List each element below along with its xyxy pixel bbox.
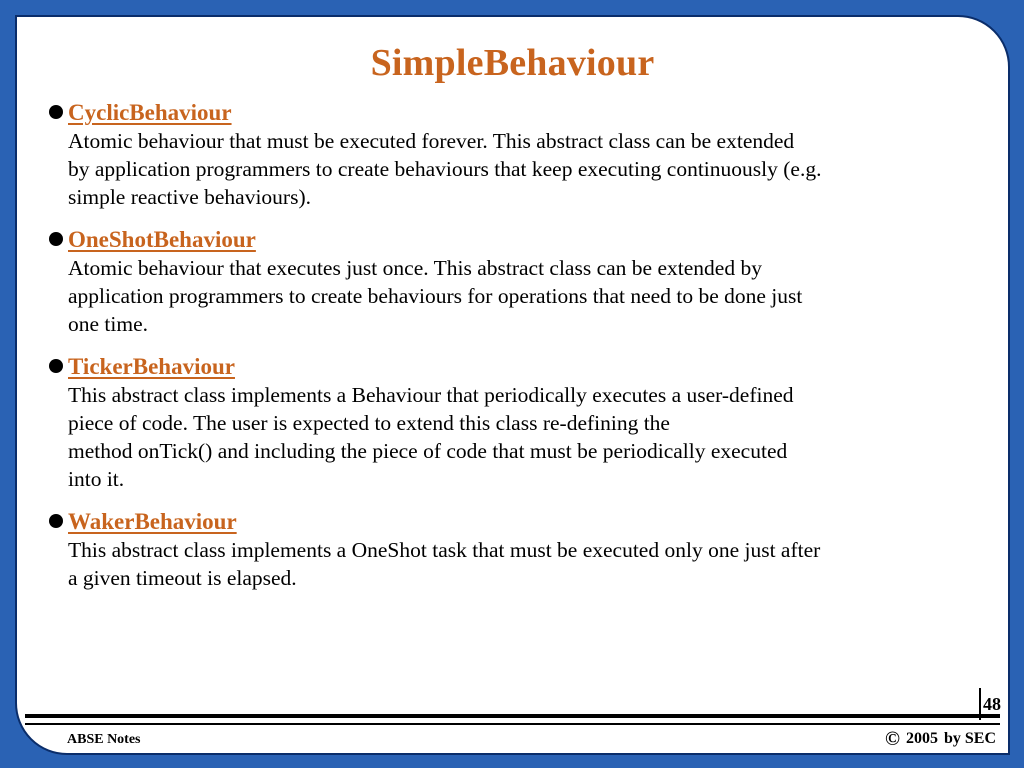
- bullet-dot-icon: [49, 105, 63, 119]
- description-line: simple reactive behaviours).: [68, 185, 311, 209]
- copyright-owner: by SEC: [943, 730, 996, 747]
- item-description: [68, 254, 989, 338]
- bullet-dot-icon: [49, 359, 63, 373]
- page-number: 48: [983, 694, 1001, 714]
- description-line: This abstract class implements a OneShot task that must be executed only one just after: [68, 538, 821, 562]
- copyright-year: 2005: [905, 730, 938, 747]
- list-item: [49, 353, 989, 493]
- description-line: a given timeout is elapsed.: [68, 566, 297, 590]
- tickerbehaviour-link[interactable]: TickerBehaviour: [68, 354, 235, 379]
- wakerbehaviour-link[interactable]: WakerBehaviour: [68, 509, 237, 534]
- description-line: piece of code. The user is expected to extend this class re-defining the: [68, 411, 670, 435]
- description-line: method onTick() and including the piece of code that must be periodically executed: [68, 439, 788, 463]
- oneshotbehaviour-link[interactable]: OneShotBehaviour: [68, 227, 256, 252]
- copyright-icon: ©: [885, 728, 900, 750]
- description-line: one time.: [68, 312, 149, 336]
- item-description: [68, 536, 989, 592]
- footer-copyright: [885, 730, 996, 748]
- description-line: Atomic behaviour that executes just once. This abstract class can be extended by: [68, 256, 762, 280]
- footer-rule-thick: [25, 714, 1000, 718]
- item-description: [68, 127, 989, 211]
- description-line: Atomic behaviour that must be executed forever. This abstract class can be extended: [68, 129, 795, 153]
- description-line: into it.: [68, 467, 125, 491]
- item-description: [68, 381, 989, 493]
- list-item: [49, 508, 989, 592]
- slide: [15, 15, 1010, 755]
- description-line: by application programmers to create behaviours that keep executing continuously (e.g.: [68, 157, 822, 181]
- list-item: [49, 226, 989, 338]
- bullet-dot-icon: [49, 514, 63, 528]
- cyclicbehaviour-link[interactable]: CyclicBehaviour: [68, 100, 232, 125]
- description-line: This abstract class implements a Behaviour that periodically executes a user-defined: [68, 383, 794, 407]
- description-line: application programmers to create behaviours for operations that need to be done just: [68, 284, 803, 308]
- footer-rule-thin: [25, 723, 1000, 725]
- list-item: [49, 99, 989, 211]
- slide-title: SimpleBehaviour: [370, 42, 655, 84]
- footer-left-label: ABSE Notes: [67, 732, 141, 747]
- bullet-list: [49, 99, 989, 607]
- bullet-dot-icon: [49, 232, 63, 246]
